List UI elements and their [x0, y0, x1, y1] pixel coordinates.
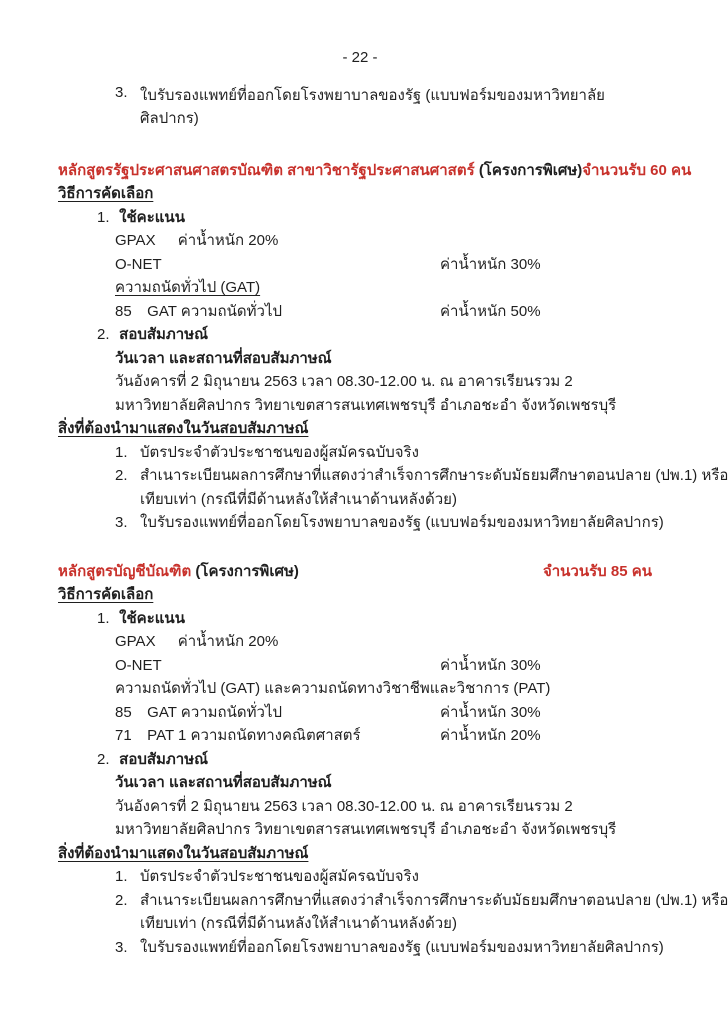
- required-documents-heading: สิ่งที่ต้องนำมาแสดงในวันสอบสัมภาษณ์: [58, 844, 309, 862]
- score-code: 85: [115, 703, 132, 721]
- onet-label: O-NET: [115, 656, 162, 674]
- section-heading: [58, 159, 692, 183]
- score-row-pat1: [58, 724, 662, 748]
- score-name: GAT ความถนัดทั่วไป: [147, 703, 283, 721]
- admission-quota: จำนวนรับ 60 คน: [582, 161, 692, 179]
- use-scores-label: ใช้คะแนน: [119, 208, 185, 226]
- interview-location-line: มหาวิทยาลัยศิลปากร วิทยาเขตสารสนเทศเพชรบุรี อำเภอชะอำ จังหวัดเพชรบุรี: [115, 821, 617, 838]
- interview-location-line: มหาวิทยาลัยศิลปากร วิทยาเขตสารสนเทศเพชรบุรี อำเภอชะอำ จังหวัดเพชรบุรี: [115, 396, 617, 414]
- interview-datetime-heading: วันเวลา และสถานที่สอบสัมภาษณ์: [115, 349, 332, 367]
- score-row-gat: [58, 300, 662, 324]
- interview-label: สอบสัมภาษณ์: [119, 326, 209, 343]
- score-weight: ค่าน้ำหนัก 50%: [440, 302, 541, 320]
- program-title: [58, 560, 299, 584]
- aptitude-heading-row: [58, 677, 662, 701]
- program-name: หลักสูตรรัฐประศาสนศาสตรบัณฑิต สาขาวิชารัฐประศาสนศาสตร์: [58, 161, 475, 179]
- interview-date-line: วันอังคารที่ 2 มิถุนายน 2563 เวลา 08.30-12.00 น. ณ อาคารเรียนรวม 2: [115, 797, 573, 815]
- item-text: ใบรับรองแพทย์ที่ออกโดยโรงพยาบาลของรัฐ (แบบฟอร์มของมหาวิทยาลัยศิลปากร): [140, 514, 664, 531]
- item-text-line: สำเนาระเบียนผลการศึกษาที่แสดงว่าสำเร็จการศึกษาระดับมัธยมศึกษาตอนปลาย (ปพ.1) หรือ: [140, 467, 728, 484]
- item-number: 1.: [115, 443, 128, 461]
- score-name: GAT ความถนัดทั่วไป: [147, 302, 283, 320]
- step-number: 1.: [97, 208, 110, 226]
- document-item: [58, 464, 728, 511]
- onet-row: [58, 654, 662, 678]
- onet-weight: ค่าน้ำหนัก 30%: [440, 255, 541, 273]
- step-interview: [58, 323, 662, 347]
- medical-certificate-item: [58, 84, 662, 131]
- document-item: [58, 865, 662, 889]
- gpax-label: GPAX: [115, 232, 156, 249]
- score-row-gat: [58, 701, 662, 725]
- step-number: 2.: [97, 750, 110, 768]
- aptitude-heading-row: [58, 276, 662, 300]
- selection-method-heading: วิธีการคัดเลือก: [58, 185, 154, 202]
- use-scores-label: ใช้คะแนน: [119, 609, 185, 627]
- gpax-weight: ค่าน้ำหนัก 20%: [177, 232, 279, 249]
- program-name: หลักสูตรบัญชีบัณฑิต: [58, 562, 192, 580]
- onet-label: O-NET: [115, 255, 162, 273]
- item-text-line: เทียบเท่า (กรณีที่มีด้านหลังให้สำเนาด้านหลังด้วย): [140, 490, 457, 508]
- step-use-scores: [58, 607, 662, 631]
- onet-weight: ค่าน้ำหนัก 30%: [440, 656, 541, 674]
- document-item: [58, 936, 662, 960]
- item-text: ใบรับรองแพทย์ที่ออกโดยโรงพยาบาลของรัฐ (แบบฟอร์มของมหาวิทยาลัยศิลปากร): [140, 86, 605, 127]
- section-heading: [58, 560, 662, 584]
- item-text: บัตรประจำตัวประชาชนของผู้สมัครฉบับจริง: [140, 868, 419, 885]
- step-number: 2.: [97, 326, 110, 343]
- special-program-label: (โครงการพิเศษ): [478, 161, 583, 179]
- item-number: 1.: [115, 868, 128, 885]
- item-text: ใบรับรองแพทย์ที่ออกโดยโรงพยาบาลของรัฐ (แบบฟอร์มของมหาวิทยาลัยศิลปากร): [140, 938, 664, 956]
- item-text: [140, 464, 728, 511]
- item-text: บัตรประจำตัวประชาชนของผู้สมัครฉบับจริง: [140, 443, 419, 461]
- interview-datetime-heading: วันเวลา และสถานที่สอบสัมภาษณ์: [115, 774, 332, 791]
- interview-date-line: วันอังคารที่ 2 มิถุนายน 2563 เวลา 08.30-12.00 น. ณ อาคารเรียนรวม 2: [115, 373, 573, 390]
- score-code: 85: [115, 302, 132, 320]
- item-number: 3.: [115, 938, 128, 956]
- gpax-weight: ค่าน้ำหนัก 20%: [177, 633, 279, 650]
- document-item: [58, 511, 662, 535]
- gpax-label: GPAX: [115, 633, 156, 650]
- item-number: 2.: [115, 891, 128, 909]
- step-use-scores: [58, 206, 662, 230]
- onet-row: [58, 253, 662, 277]
- step-interview: [58, 748, 662, 772]
- page-number: - 22 -: [342, 49, 378, 66]
- selection-method-heading: วิธีการคัดเลือก: [58, 586, 154, 603]
- score-name: PAT 1 ความถนัดทางคณิตศาสตร์: [147, 727, 361, 744]
- item-text: [140, 889, 728, 936]
- document-item: [58, 441, 662, 465]
- score-weight: ค่าน้ำหนัก 30%: [440, 703, 541, 721]
- required-documents-heading: สิ่งที่ต้องนำมาแสดงในวันสอบสัมภาษณ์: [58, 420, 309, 437]
- special-program-label: (โครงการพิเศษ): [195, 562, 299, 580]
- gat-heading: ความถนัดทั่วไป (GAT): [115, 279, 261, 296]
- document-item: [58, 889, 728, 936]
- interview-label: สอบสัมภาษณ์: [119, 750, 209, 768]
- program-title: [58, 159, 582, 183]
- item-text-line: เทียบเท่า (กรณีที่มีด้านหลังให้สำเนาด้านหลังด้วย): [140, 915, 457, 932]
- item-text-line: สำเนาระเบียนผลการศึกษาที่แสดงว่าสำเร็จการศึกษาระดับมัธยมศึกษาตอนปลาย (ปพ.1) หรือ: [140, 891, 728, 909]
- gpax-row: [58, 630, 662, 654]
- program-section-public-administration: [58, 159, 728, 535]
- score-weight: ค่าน้ำหนัก 20%: [440, 727, 541, 744]
- item-number: 3.: [115, 83, 128, 101]
- item-number: 2.: [115, 467, 128, 484]
- step-number: 1.: [97, 609, 110, 627]
- gat-pat-heading: ความถนัดทั่วไป (GAT) และความถนัดทางวิชาชีพและวิชาการ (PAT): [115, 680, 551, 697]
- program-section-accountancy: [58, 560, 728, 960]
- admission-quota: จำนวนรับ 85 คน: [542, 562, 652, 580]
- item-number: 3.: [115, 514, 128, 531]
- gpax-row: [58, 229, 662, 253]
- score-code: 71: [115, 727, 132, 744]
